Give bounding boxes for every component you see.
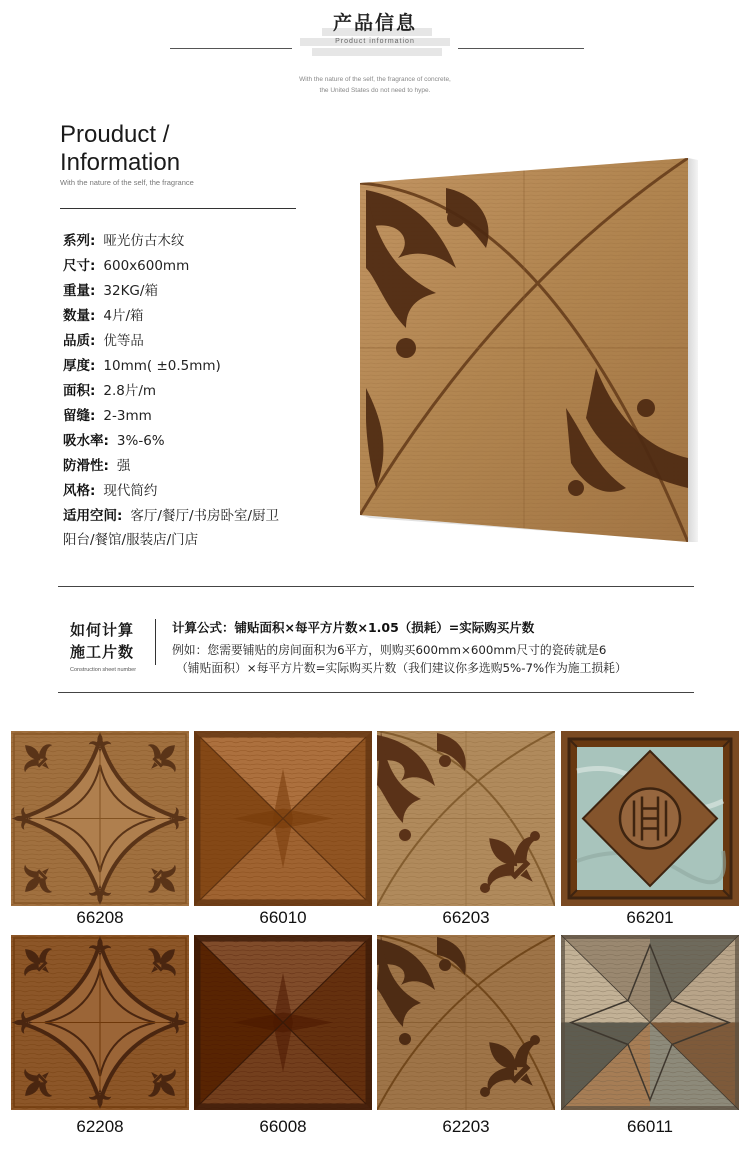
spec-label: 吸水率:: [63, 433, 109, 449]
spec-row: [63, 229, 363, 254]
tile-code: 66208: [76, 908, 124, 927]
spec-row: [63, 254, 363, 279]
spec-value: 32KG/箱: [103, 283, 158, 299]
spec-row: [63, 379, 363, 404]
heading-line-2: Information: [60, 149, 181, 176]
spec-value: 优等品: [103, 333, 144, 349]
tile-code: 66008: [259, 1117, 307, 1136]
spec-value: 4片/箱: [103, 308, 144, 324]
spec-list: [63, 229, 363, 529]
tile-code: 62203: [442, 1117, 490, 1136]
calc-heading-line-1: 如何计算: [70, 621, 135, 639]
tile-image: [194, 731, 372, 906]
spec-row: [63, 504, 363, 529]
calc-subtitle: Construction sheet number: [70, 667, 137, 673]
tile-image: [11, 731, 189, 906]
tile-image: [11, 935, 189, 1110]
calc-formula: 计算公式：铺贴面积×每平方片数×1.05（损耗）=实际购买片数: [172, 620, 535, 635]
spec-value-continued: 阳台/餐馆/服装店/门店: [63, 532, 199, 548]
spec-label: 重量:: [63, 283, 96, 299]
vertical-divider: [155, 619, 156, 665]
spec-label: 厚度:: [63, 358, 96, 374]
divider-line: [58, 692, 694, 693]
product-info-subtitle: With the nature of the self, the fragrance: [60, 178, 194, 187]
calc-example-line-1: 例如：您需要铺贴的房间面积为6平方，则购买600mm×600mm尺寸的瓷砖就是6: [172, 643, 607, 657]
tile-image: [377, 935, 555, 1110]
spec-label: 尺寸:: [63, 258, 96, 274]
spec-label: 数量:: [63, 308, 96, 324]
spec-value: 强: [116, 458, 131, 474]
spec-label: 适用空间:: [63, 508, 123, 524]
spec-value: 2-3mm: [103, 408, 152, 424]
tile-code: 66201: [626, 908, 674, 927]
product-info-heading: [60, 121, 180, 177]
spec-value: 哑光仿古木纹: [103, 233, 185, 249]
spec-label: 品质:: [63, 333, 96, 349]
tile-code: 66203: [442, 908, 490, 927]
spec-value: 2.8片/m: [103, 383, 157, 399]
tile-image: [561, 935, 739, 1110]
spec-row: [63, 304, 363, 329]
section-subtitle: Product information: [335, 38, 415, 45]
calc-heading-line-2: 施工片数: [70, 643, 135, 661]
spec-value: 600x600mm: [103, 258, 190, 274]
spec-row: [63, 404, 363, 429]
spec-row: [63, 454, 363, 479]
tile-image: [377, 731, 555, 906]
spec-label: 防滑性:: [63, 458, 109, 474]
tile-image: [561, 731, 739, 906]
spec-label: 面积:: [63, 383, 96, 399]
hero-tile-image: [346, 158, 698, 542]
spec-row: [63, 329, 363, 354]
spec-value: 10mm( ±0.5mm): [103, 358, 221, 374]
heading-line-1: Prouduct /: [60, 121, 170, 148]
tile-code: 66011: [626, 1117, 673, 1136]
spec-label: 留缝:: [63, 408, 96, 424]
spec-label: 风格:: [63, 483, 96, 499]
spec-value: 客厅/餐厅/书房卧室/厨卫: [130, 508, 280, 524]
spec-value: 现代简约: [103, 483, 158, 499]
divider-line: [60, 208, 296, 209]
spec-row: [63, 479, 363, 504]
calc-heading: [70, 619, 150, 663]
calc-example-line-2: （铺贴面积）×每平方片数=实际购买片数（我们建议你多选购5%-7%作为施工损耗）: [176, 661, 627, 675]
section-title: 产品信息: [332, 12, 417, 34]
spec-row: [63, 279, 363, 304]
tile-code: 66010: [259, 908, 307, 927]
spec-row: [63, 354, 363, 379]
tagline-line-2: the United States do not need to hype.: [319, 87, 431, 94]
tile-image: [194, 935, 372, 1110]
divider-line: [58, 586, 694, 587]
tile-code: 62208: [76, 1117, 124, 1136]
divider-line: [170, 48, 292, 49]
spec-value: 3%-6%: [116, 433, 165, 449]
spec-label: 系列:: [63, 233, 96, 249]
divider-line: [458, 48, 584, 49]
tagline-line-1: With the nature of the self, the fragrance of concrete,: [299, 76, 451, 83]
spec-row: [63, 429, 363, 454]
